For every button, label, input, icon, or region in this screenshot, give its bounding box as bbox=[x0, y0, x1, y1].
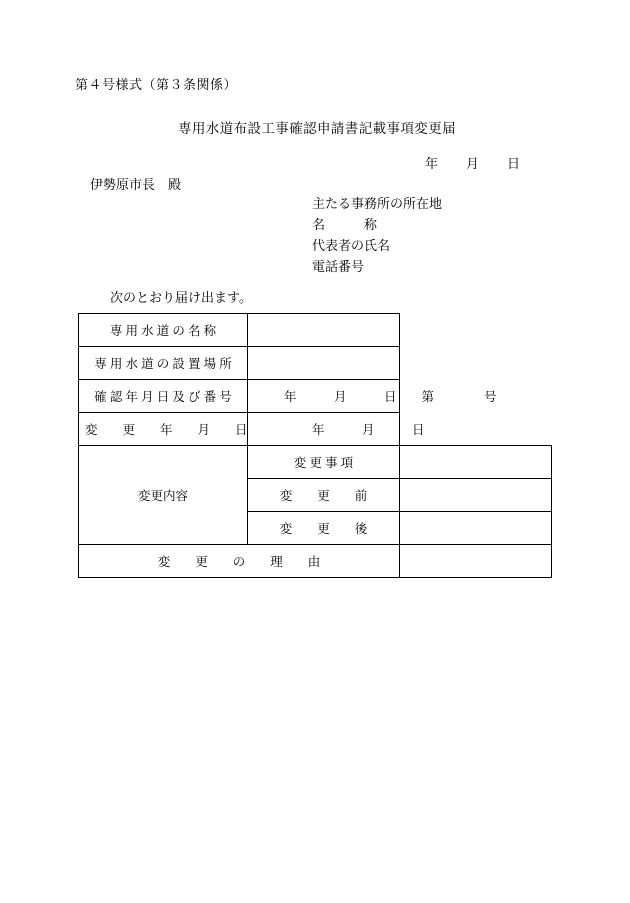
date-month-label: 月 bbox=[466, 156, 480, 171]
row-value-change-item[interactable] bbox=[400, 446, 552, 479]
table-row bbox=[79, 413, 552, 446]
applicant-phone-label: 電話番号 bbox=[312, 259, 365, 274]
row-label-change-item: 変 更 事 項 bbox=[248, 446, 400, 479]
table-row bbox=[79, 347, 552, 380]
row-value-change-reason[interactable] bbox=[400, 545, 552, 578]
document-title: 専用水道布設工事確認申請書記載事項変更届 bbox=[178, 121, 456, 136]
table-row bbox=[79, 314, 552, 347]
row-value-water-supply-name[interactable] bbox=[248, 314, 400, 347]
row-label-confirmation-date-number: 確 認 年 月 日 及 び 番 号 bbox=[79, 380, 248, 413]
applicant-representative-label: 代表者の氏名 bbox=[312, 238, 391, 253]
date-year-label: 年 bbox=[425, 156, 439, 171]
row-label-change-date: 変 更 年 月 日 bbox=[79, 413, 248, 446]
confirmation-date-placeholder: 年 月 日 第 号 bbox=[284, 390, 497, 404]
row-label-before-change: 変 更 前 bbox=[248, 479, 400, 512]
lead-text: 次のとおり届け出ます。 bbox=[110, 290, 252, 305]
date-day-label: 日 bbox=[507, 156, 521, 171]
addressee: 伊勢原市長 殿 bbox=[90, 177, 182, 192]
row-label-water-supply-name: 専 用 水 道 の 名 称 bbox=[79, 314, 248, 347]
row-label-installation-location: 専 用 水 道 の 設 置 場 所 bbox=[79, 347, 248, 380]
change-notification-table bbox=[78, 313, 552, 578]
table-row bbox=[79, 545, 552, 578]
change-date-placeholder: 年 月 日 bbox=[312, 423, 425, 437]
row-label-change-reason: 変 更 の 理 由 bbox=[79, 545, 400, 578]
table-row bbox=[79, 380, 552, 413]
row-value-before-change[interactable] bbox=[400, 479, 552, 512]
applicant-block bbox=[312, 193, 442, 277]
row-label-change-content: 変更内容 bbox=[79, 446, 248, 545]
applicant-address-label: 主たる事務所の所在地 bbox=[312, 196, 443, 211]
row-value-confirmation-date-number[interactable] bbox=[248, 380, 497, 413]
row-value-installation-location[interactable] bbox=[248, 347, 400, 380]
date-line bbox=[425, 153, 520, 172]
row-value-after-change[interactable] bbox=[400, 512, 552, 545]
row-label-after-change: 変 更 後 bbox=[248, 512, 400, 545]
form-number: 第４号様式（第３条関係） bbox=[75, 77, 238, 92]
table-row bbox=[79, 446, 552, 479]
row-value-change-date[interactable] bbox=[248, 413, 425, 446]
applicant-name-label: 名 称 bbox=[312, 217, 378, 232]
